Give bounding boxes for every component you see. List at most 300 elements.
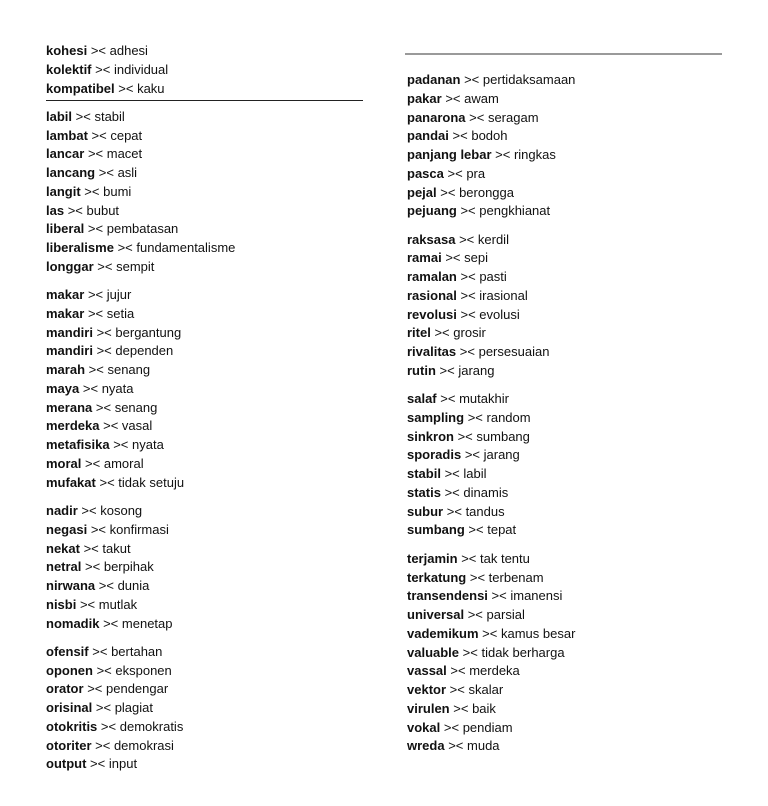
entry-word: maya xyxy=(46,380,80,396)
antonym-separator: >< xyxy=(464,72,480,87)
antonym-entry xyxy=(46,258,366,277)
entry-antonym: irasional xyxy=(479,287,528,303)
antonym-entry xyxy=(407,503,727,522)
word-group xyxy=(46,286,366,492)
entry-antonym: individual xyxy=(113,61,169,77)
antonym-entry xyxy=(46,399,366,418)
antonym-entry xyxy=(407,550,727,569)
entry-word: lambat xyxy=(46,127,88,143)
antonym-separator: >< xyxy=(95,737,111,753)
entry-antonym: tandus xyxy=(465,503,505,519)
word-group xyxy=(407,231,727,381)
entry-antonym: sepi xyxy=(464,250,488,266)
entry-word: kohesi xyxy=(46,43,88,58)
antonym-entry xyxy=(46,615,366,634)
entry-word: ramalan xyxy=(407,269,457,285)
antonym-entry xyxy=(407,249,727,268)
antonym-separator: >< xyxy=(467,409,483,425)
entry-antonym: jarang xyxy=(483,447,520,463)
right-column xyxy=(407,71,727,756)
antonym-entry xyxy=(407,184,727,203)
word-group xyxy=(407,550,727,756)
antonym-separator: >< xyxy=(460,306,476,322)
antonym-separator: >< xyxy=(95,61,111,77)
antonym-entry xyxy=(46,183,366,202)
entry-antonym: tepat xyxy=(487,522,517,538)
antonym-entry xyxy=(46,42,366,61)
entry-antonym: evolusi xyxy=(479,306,520,322)
entry-word: langit xyxy=(46,183,81,199)
antonym-separator: >< xyxy=(87,287,104,303)
entry-word: terkatung xyxy=(407,569,467,585)
entry-antonym: bumi xyxy=(103,183,132,199)
antonym-entry xyxy=(46,718,366,737)
entry-antonym: nyata xyxy=(132,437,164,453)
antonym-entry xyxy=(46,737,366,756)
antonym-entry xyxy=(407,662,727,681)
antonym-entry xyxy=(407,446,727,465)
word-group xyxy=(46,42,366,98)
antonym-entry xyxy=(407,202,727,221)
entry-antonym: pra xyxy=(466,165,486,181)
antonym-entry xyxy=(407,343,727,362)
entry-word: sporadis xyxy=(407,447,462,463)
antonym-entry xyxy=(407,231,727,250)
antonym-entry xyxy=(407,484,727,503)
antonym-entry xyxy=(407,587,727,606)
entry-antonym: mutlak xyxy=(98,596,138,612)
antonym-entry xyxy=(407,681,727,700)
antonym-separator: >< xyxy=(96,324,112,340)
entry-antonym: pembatasan xyxy=(106,221,179,237)
entry-antonym: imanensi xyxy=(510,588,563,604)
entry-antonym: bodoh xyxy=(471,128,508,144)
antonym-entry xyxy=(407,146,727,165)
antonym-separator: >< xyxy=(98,578,114,594)
antonym-entry xyxy=(46,417,366,436)
antonym-entry xyxy=(407,569,727,588)
entry-word: ofensif xyxy=(46,643,89,659)
entry-word: virulen xyxy=(407,700,450,716)
entry-antonym: parsial xyxy=(486,607,525,623)
antonym-entry xyxy=(46,164,366,183)
antonym-entry xyxy=(46,80,366,99)
antonym-entry xyxy=(46,596,366,615)
antonym-entry xyxy=(407,719,727,738)
antonym-separator: >< xyxy=(97,258,113,274)
entry-word: lancar xyxy=(46,146,85,162)
entry-antonym: ringkas xyxy=(513,147,556,162)
antonym-entry xyxy=(46,286,366,305)
entry-antonym: jujur xyxy=(106,287,132,303)
antonym-entry xyxy=(46,540,366,559)
antonym-separator: >< xyxy=(79,596,96,612)
entry-word: output xyxy=(46,756,87,772)
antonym-separator: >< xyxy=(445,90,461,106)
entry-antonym: input xyxy=(108,756,138,772)
entry-word: panarona xyxy=(407,109,466,125)
entry-word: lancang xyxy=(46,165,96,181)
antonym-separator: >< xyxy=(118,80,134,96)
entry-word: labil xyxy=(46,108,73,124)
antonym-entry xyxy=(46,699,366,718)
entry-antonym: plagiat xyxy=(114,700,153,716)
entry-antonym: skalar xyxy=(468,682,504,698)
antonym-separator: >< xyxy=(67,202,83,218)
antonym-entry xyxy=(46,361,366,380)
entry-antonym: amoral xyxy=(103,455,144,471)
antonym-separator: >< xyxy=(98,165,114,181)
antonym-separator: >< xyxy=(87,681,103,697)
antonym-separator: >< xyxy=(95,700,112,716)
entry-word: pakar xyxy=(407,90,442,106)
entry-word: sinkron xyxy=(407,428,454,444)
entry-word: kompatibel xyxy=(46,80,115,96)
antonym-entry xyxy=(407,737,727,756)
entry-word: wreda xyxy=(407,738,445,754)
antonym-entry xyxy=(46,474,366,493)
antonym-separator: >< xyxy=(434,325,450,341)
entry-antonym: dunia xyxy=(117,578,150,594)
entry-word: mandiri xyxy=(46,343,93,359)
entry-antonym: eksponen xyxy=(115,662,172,678)
antonym-separator: >< xyxy=(85,455,101,471)
antonym-separator: >< xyxy=(491,588,507,604)
entry-word: otoriter xyxy=(46,737,92,753)
entry-word: longgar xyxy=(46,258,94,274)
entry-word: raksasa xyxy=(407,231,456,247)
antonym-separator: >< xyxy=(75,108,91,124)
antonym-separator: >< xyxy=(459,344,475,360)
entry-antonym: berpihak xyxy=(103,559,154,575)
antonym-entry xyxy=(407,625,727,644)
antonym-separator: >< xyxy=(495,147,511,162)
entry-word: stabil xyxy=(407,466,441,482)
entry-word: merdeka xyxy=(46,418,100,434)
antonym-separator: >< xyxy=(468,522,484,538)
antonym-separator: >< xyxy=(83,540,99,556)
entry-word: panjang lebar xyxy=(407,147,492,162)
antonym-entry xyxy=(46,436,366,455)
antonym-entry xyxy=(46,202,366,221)
antonym-entry xyxy=(407,700,727,719)
right-top-divider xyxy=(405,53,722,55)
entry-antonym: baik xyxy=(472,700,496,716)
antonym-entry xyxy=(407,521,727,540)
entry-antonym: konfirmasi xyxy=(109,521,169,537)
antonym-entry xyxy=(46,502,366,521)
antonym-separator: >< xyxy=(96,662,112,678)
entry-word: terjamin xyxy=(407,550,458,566)
antonym-separator: >< xyxy=(87,305,104,321)
entry-antonym: berongga xyxy=(459,184,515,200)
entry-word: pejuang xyxy=(407,203,457,219)
entry-word: rasional xyxy=(407,287,457,303)
antonym-entry xyxy=(46,61,366,80)
entry-antonym: menetap xyxy=(121,615,173,631)
antonym-separator: >< xyxy=(90,756,106,772)
antonym-separator: >< xyxy=(445,250,461,266)
entry-word: sampling xyxy=(407,409,465,425)
antonym-entry xyxy=(407,409,727,428)
entry-word: nomadik xyxy=(46,615,100,631)
antonym-entry xyxy=(407,306,727,325)
entry-antonym: kamus besar xyxy=(500,625,576,641)
entry-antonym: bertahan xyxy=(111,643,163,659)
antonym-separator: >< xyxy=(448,738,464,754)
entry-word: liberal xyxy=(46,221,85,237)
word-group xyxy=(46,108,366,277)
antonym-separator: >< xyxy=(453,700,469,716)
entry-word: salaf xyxy=(407,391,437,407)
entry-word: rutin xyxy=(407,362,436,378)
entry-antonym: seragam xyxy=(487,109,539,125)
antonym-separator: >< xyxy=(103,615,119,631)
antonym-separator: >< xyxy=(462,644,478,660)
antonym-separator: >< xyxy=(91,127,107,143)
antonym-separator: >< xyxy=(90,521,106,537)
antonym-separator: >< xyxy=(95,399,112,415)
entry-word: ramai xyxy=(407,250,442,266)
antonym-separator: >< xyxy=(84,183,100,199)
entry-antonym: setia xyxy=(106,305,135,321)
entry-word: nadir xyxy=(46,503,78,519)
antonym-separator: >< xyxy=(450,663,466,679)
entry-word: pandai xyxy=(407,128,449,144)
entry-word: pejal xyxy=(407,184,437,200)
antonym-separator: >< xyxy=(117,240,133,256)
antonym-separator: >< xyxy=(444,466,460,482)
antonym-separator: >< xyxy=(457,428,473,444)
antonym-entry xyxy=(407,287,727,306)
entry-word: nisbi xyxy=(46,596,77,612)
antonym-entry xyxy=(46,680,366,699)
entry-antonym: jarang xyxy=(458,362,495,378)
entry-word: makar xyxy=(46,305,85,321)
entry-antonym: kerdil xyxy=(477,231,509,247)
antonym-separator: >< xyxy=(92,643,108,659)
antonym-separator: >< xyxy=(87,146,104,162)
antonym-entry xyxy=(407,127,727,146)
antonym-entry xyxy=(46,324,366,343)
entry-antonym: labil xyxy=(463,466,487,482)
antonym-entry xyxy=(407,644,727,663)
antonym-separator: >< xyxy=(444,484,460,500)
entry-word: valuable xyxy=(407,644,460,660)
entry-word: statis xyxy=(407,484,441,500)
antonym-entry xyxy=(46,342,366,361)
antonym-entry xyxy=(407,465,727,484)
entry-antonym: pendiam xyxy=(462,719,513,735)
left-divider xyxy=(46,100,363,101)
entry-word: ritel xyxy=(407,325,431,341)
entry-word: kolektif xyxy=(46,61,92,77)
entry-antonym: kosong xyxy=(100,503,143,519)
entry-antonym: merdeka xyxy=(469,663,520,679)
antonym-separator: >< xyxy=(482,625,498,641)
antonym-entry xyxy=(407,268,727,287)
antonym-separator: >< xyxy=(461,550,477,566)
antonym-separator: >< xyxy=(460,203,476,219)
entry-word: merana xyxy=(46,399,93,415)
entry-word: mandiri xyxy=(46,324,93,340)
antonym-separator: >< xyxy=(446,503,462,519)
entry-word: metafisika xyxy=(46,437,110,453)
word-group xyxy=(46,502,366,633)
entry-word: sumbang xyxy=(407,522,465,538)
entry-word: transendensi xyxy=(407,588,488,604)
antonym-separator: >< xyxy=(440,391,456,407)
entry-word: liberalisme xyxy=(46,240,114,256)
entry-word: makar xyxy=(46,287,85,303)
entry-word: orisinal xyxy=(46,700,93,716)
entry-antonym: senang xyxy=(107,362,151,378)
entry-antonym: takut xyxy=(102,540,131,556)
antonym-separator: >< xyxy=(103,418,119,434)
antonym-separator: >< xyxy=(113,437,129,453)
entry-antonym: kaku xyxy=(137,80,165,96)
antonym-separator: >< xyxy=(443,719,460,735)
entry-antonym: pendengar xyxy=(106,681,169,697)
antonym-entry xyxy=(407,90,727,109)
antonym-separator: >< xyxy=(82,380,99,396)
entry-antonym: mutakhir xyxy=(459,391,509,407)
antonym-separator: >< xyxy=(96,343,112,359)
word-group xyxy=(46,643,366,774)
antonym-separator: >< xyxy=(459,231,475,247)
entry-word: vokal xyxy=(407,719,441,735)
entry-antonym: tidak setuju xyxy=(118,474,185,490)
entry-antonym: tidak berharga xyxy=(481,644,565,660)
antonym-entry xyxy=(407,324,727,343)
entry-antonym: cepat xyxy=(110,127,143,143)
antonym-entry xyxy=(407,109,727,128)
entry-word: pasca xyxy=(407,165,444,181)
entry-antonym: bergantung xyxy=(115,324,182,340)
entry-antonym: pertidaksamaan xyxy=(482,72,576,87)
antonym-entry xyxy=(407,606,727,625)
antonym-entry xyxy=(46,521,366,540)
entry-word: nekat xyxy=(46,540,80,556)
entry-word: moral xyxy=(46,455,82,471)
antonym-separator: >< xyxy=(464,447,480,463)
antonym-separator: >< xyxy=(460,269,476,285)
entry-word: vassal xyxy=(407,663,447,679)
antonym-separator: >< xyxy=(100,718,117,734)
entry-antonym: demokrasi xyxy=(113,737,174,753)
antonym-entry xyxy=(46,108,366,127)
antonym-entry xyxy=(46,127,366,146)
antonym-separator: >< xyxy=(440,184,456,200)
antonym-separator: >< xyxy=(439,362,455,378)
entry-antonym: awam xyxy=(464,90,499,106)
left-column xyxy=(46,42,366,774)
antonym-entry xyxy=(46,662,366,681)
antonym-entry xyxy=(46,145,366,164)
entry-antonym: persesuaian xyxy=(478,344,550,360)
entry-word: subur xyxy=(407,503,444,519)
antonym-separator: >< xyxy=(87,221,104,237)
antonym-entry xyxy=(407,165,727,184)
antonym-entry xyxy=(407,71,727,90)
entry-word: orator xyxy=(46,681,84,697)
entry-antonym: tak tentu xyxy=(480,550,530,566)
antonym-separator: >< xyxy=(469,569,486,585)
entry-antonym: nyata xyxy=(101,380,134,396)
entry-word: marah xyxy=(46,362,86,378)
antonym-entry xyxy=(46,755,366,774)
antonym-separator: >< xyxy=(81,503,97,519)
antonym-separator: >< xyxy=(88,362,104,378)
word-group xyxy=(407,390,727,540)
entry-word: nirwana xyxy=(46,578,96,594)
entry-word: revolusi xyxy=(407,306,457,322)
entry-antonym: random xyxy=(486,409,531,425)
antonym-entry xyxy=(46,643,366,662)
entry-antonym: dinamis xyxy=(463,484,509,500)
entry-antonym: terbenam xyxy=(488,569,544,585)
entry-antonym: muda xyxy=(467,738,500,754)
entry-antonym: grosir xyxy=(453,325,486,341)
entry-antonym: fundamentalisme xyxy=(136,240,236,256)
antonym-entry xyxy=(46,577,366,596)
entry-word: netral xyxy=(46,559,82,575)
entry-word: oponen xyxy=(46,662,93,678)
entry-antonym: adhesi xyxy=(109,43,148,58)
entry-word: las xyxy=(46,202,65,218)
antonym-separator: >< xyxy=(447,165,463,181)
entry-word: negasi xyxy=(46,521,88,537)
antonym-separator: >< xyxy=(449,682,465,698)
entry-antonym: bubut xyxy=(86,202,120,218)
antonym-separator: >< xyxy=(90,43,106,58)
antonym-entry xyxy=(46,455,366,474)
antonym-separator: >< xyxy=(467,607,483,623)
entry-word: vademikum xyxy=(407,625,479,641)
entry-word: rivalitas xyxy=(407,344,457,360)
antonym-entry xyxy=(46,558,366,577)
entry-antonym: vasal xyxy=(121,418,153,434)
antonym-separator: >< xyxy=(452,128,468,144)
entry-antonym: pasti xyxy=(479,269,507,285)
antonym-separator: >< xyxy=(85,559,101,575)
entry-word: padanan xyxy=(407,72,461,87)
antonym-separator: >< xyxy=(460,287,476,303)
antonym-entry xyxy=(46,239,366,258)
antonym-entry xyxy=(407,390,727,409)
entry-antonym: sempit xyxy=(116,258,155,274)
antonym-entry xyxy=(46,305,366,324)
entry-antonym: asli xyxy=(117,165,138,181)
entry-word: vektor xyxy=(407,682,447,698)
entry-antonym: dependen xyxy=(115,343,174,359)
entry-word: otokritis xyxy=(46,718,98,734)
antonym-separator: >< xyxy=(99,474,115,490)
antonym-entry xyxy=(407,428,727,447)
entry-word: universal xyxy=(407,607,465,623)
entry-antonym: pengkhianat xyxy=(479,203,551,219)
entry-antonym: stabil xyxy=(94,108,125,124)
antonym-entry xyxy=(46,380,366,399)
entry-antonym: macet xyxy=(106,146,143,162)
entry-antonym: sumbang xyxy=(476,428,530,444)
word-group xyxy=(407,71,727,221)
entry-antonym: demokratis xyxy=(119,718,184,734)
entry-word: mufakat xyxy=(46,474,96,490)
antonym-separator: >< xyxy=(469,109,485,125)
entry-antonym: senang xyxy=(114,399,158,415)
antonym-entry xyxy=(46,220,366,239)
